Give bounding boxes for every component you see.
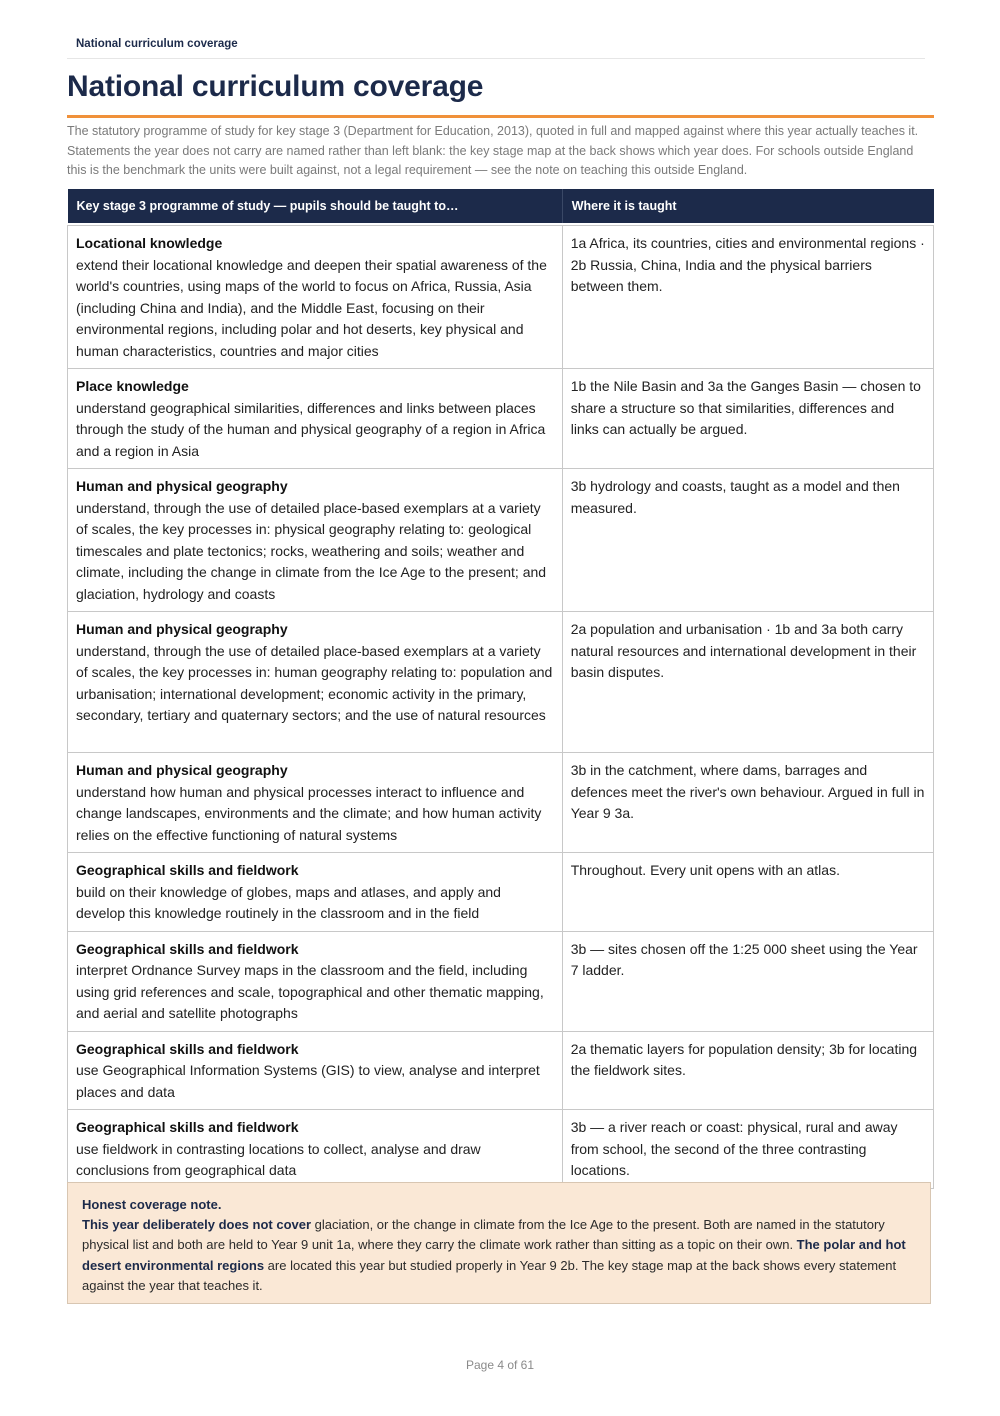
where-cell: 1a Africa, its countries, cities and environmental regions · 2b Russia, China, India and the physical barriers between them. — [562, 226, 933, 369]
statement-cell — [68, 226, 563, 369]
statement-text: understand geographical similarities, differences and links between places through the study of the human and physical geography of a region in Africa and a region in Asia — [76, 399, 546, 459]
strand-label: Place knowledge — [76, 378, 189, 394]
where-cell: 2a population and urbanisation · 1b and 3a both carry natural resources and international development in their basin disputes. — [562, 612, 933, 753]
note-title: Honest coverage note. — [82, 1197, 222, 1212]
statement-cell — [68, 931, 563, 1031]
statement-text: use Geographical Information Systems (GIS) to view, analyse and interpret places and data — [76, 1062, 540, 1100]
strand-label: Geographical skills and fieldwork — [76, 1040, 299, 1057]
statement-cell — [68, 469, 563, 612]
table-row — [68, 753, 934, 853]
where-cell: 2a thematic layers for population density; 3b for locating the fieldwork sites. — [562, 1031, 933, 1110]
note-lead-polar-desert: The polar and hot desert environmental regions — [82, 1237, 906, 1273]
statement-cell — [68, 612, 563, 753]
page-number: Page 4 of 61 — [465, 1358, 535, 1372]
coverage-table — [67, 189, 934, 1189]
statement-text: use fieldwork in contrasting locations to collect, analyse and draw conclusions from geographical data — [76, 1140, 481, 1178]
where-cell: 1b the Nile Basin and 3a the Ganges Basin — chosen to share a structure so that similarities, differences and links can actually be argued. — [562, 369, 933, 469]
table-row — [68, 931, 934, 1031]
strand-label: Geographical skills and fieldwork — [76, 940, 299, 957]
strand-label: Human and physical geography — [76, 762, 288, 778]
table-header-row — [68, 189, 934, 223]
statement-text: understand, through the use of detailed place-based exemplars at a variety of scales, the key processes in: physical geography relating to: geological timescales and plate tectonics; rocks, weathering and soils; weather and climate, including the change in climate from the Ice Age to the present; and glaciation, hydrology and coasts — [76, 499, 547, 602]
note-lead-not-covered: This year deliberately does not cover — [82, 1217, 312, 1233]
statement-cell — [68, 853, 563, 932]
where-cell: 3b hydrology and coasts, taught as a model and then measured. — [562, 469, 933, 612]
statement-text: interpret Ordnance Survey maps in the classroom and the field, including using grid references and scale, topographical and other thematic mapping, and aerial and satellite photographs — [76, 962, 544, 1021]
where-cell: 3b — sites chosen off the 1:25 000 sheet using the Year 7 ladder. — [562, 931, 933, 1031]
statement-text: understand how human and physical processes interact to influence and change landscapes, environments and the climate; and how human activity relies on the effective functioning of natural systems — [76, 783, 542, 843]
coverage-note-box — [67, 1182, 931, 1304]
column-header-statement: Key stage 3 programme of study — pupils should be taught to… — [68, 189, 563, 223]
header-divider — [67, 58, 925, 59]
strand-label: Human and physical geography — [76, 621, 288, 637]
table-row — [68, 612, 934, 753]
running-header: National curriculum coverage — [76, 38, 238, 50]
note-text-not-covered: glaciation, or the change in climate from the Ice Age to the present. Both are named in the statutory physical list and both are held to Year 9 unit 1a, where they carry the climate work rather than sitting as a topic on their own. — [82, 1217, 885, 1253]
where-cell: 3b in the catchment, where dams, barrages and defences meet the river's own behaviour. Argued in full in Year 9 3a. — [562, 753, 933, 853]
table-row — [68, 1031, 934, 1110]
where-cell: 3b — a river reach or coast: physical, rural and away from school, the second of the three contrasting locations. — [562, 1110, 933, 1189]
statement-text: extend their locational knowledge and deepen their spatial awareness of the world's countries, using maps of the world to focus on Africa, Russia, Asia (including China and India), and the Middle East, focusing on their environmental regions, including polar and hot deserts, key physical and human characteristics, countries and major cities — [76, 256, 547, 359]
note-text-polar-desert: are located this year but studied properly in Year 9 2b. The key stage map at the back shows every statement against the year that teaches it. — [82, 1257, 897, 1293]
column-header-where: Where it is taught — [562, 189, 933, 223]
table-row — [68, 1110, 934, 1189]
statement-text: build on their knowledge of globes, maps and atlases, and apply and develop this knowledge routinely in the classroom and in the field — [76, 883, 501, 921]
title-underline — [67, 115, 934, 118]
page-title: National curriculum coverage — [67, 70, 484, 103]
statement-cell — [68, 1110, 563, 1189]
statement-cell — [68, 753, 563, 853]
table-row — [68, 853, 934, 932]
table-row — [68, 226, 934, 369]
statement-cell — [68, 1031, 563, 1110]
table-row — [68, 369, 934, 469]
strand-label: Human and physical geography — [76, 478, 288, 494]
table-row — [68, 469, 934, 612]
intro-paragraph: The statutory programme of study for key stage 3 (Department for Education, 2013), quoted in full and mapped against where this year actually teaches it. Statements the year does not carry are named rather than left blank: the key stage map at the back shows which year does. For schools outside England this is the benchmark the units were built against, not a legal requirement — see the note on teaching this outside England. — [67, 124, 919, 177]
statement-cell — [68, 369, 563, 469]
where-cell: Throughout. Every unit opens with an atlas. — [562, 853, 933, 932]
statement-text: understand, through the use of detailed place-based exemplars at a variety of scales, the key processes in: human geography relating to: population and urbanisation; international development; economic activity in the primary, secondary, tertiary and quaternary sectors; and the use of natural resources — [76, 642, 553, 723]
strand-label: Locational knowledge — [76, 235, 223, 251]
strand-label: Geographical skills and fieldwork — [76, 862, 299, 878]
strand-label: Geographical skills and fieldwork — [76, 1119, 299, 1135]
